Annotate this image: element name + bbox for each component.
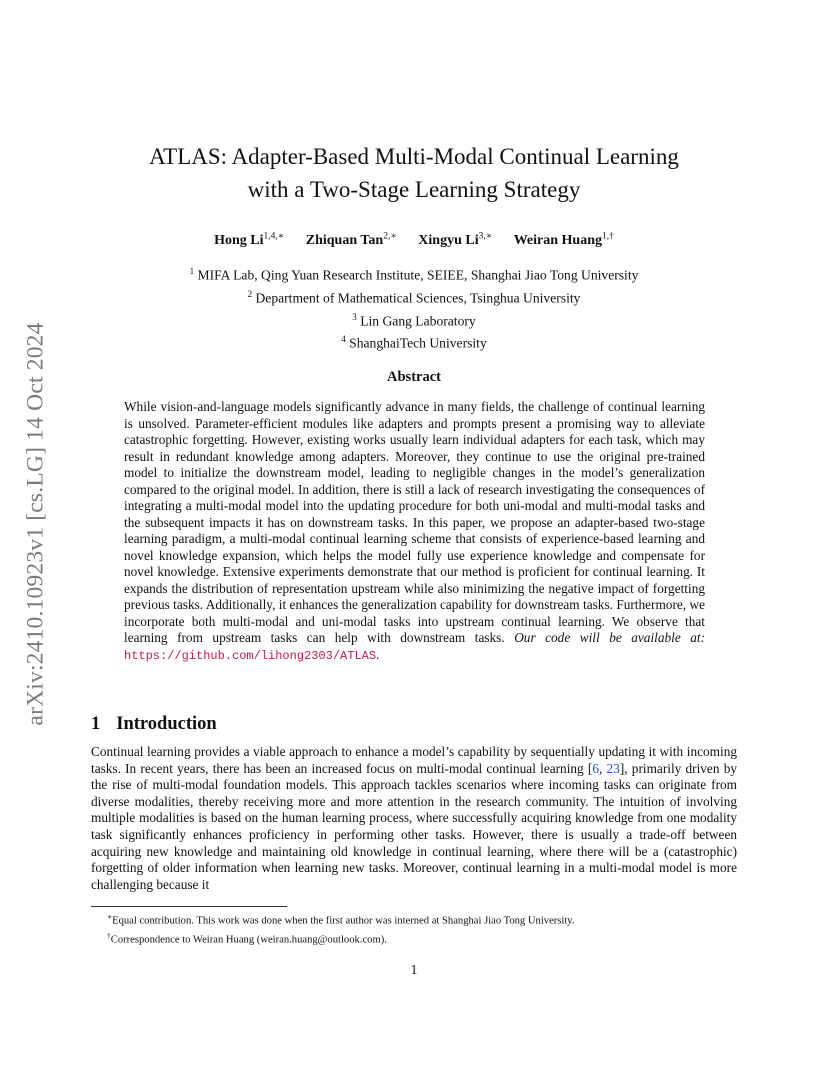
affiliation-list bbox=[0, 262, 828, 353]
affiliation-mark: 3 bbox=[352, 311, 357, 322]
author-name: Zhiquan Tan bbox=[305, 232, 384, 248]
author-list bbox=[0, 230, 828, 249]
citation-separator: , bbox=[599, 760, 607, 776]
abstract-body bbox=[124, 399, 705, 664]
affiliation bbox=[0, 308, 828, 331]
abstract-end-period: . bbox=[376, 646, 380, 662]
author-name: Weiran Huang bbox=[513, 232, 602, 248]
title-line-1: ATLAS: Adapter-Based Multi-Modal Continual Learning bbox=[149, 144, 679, 169]
affiliation-text: Department of Mathematical Sciences, Tsinghua University bbox=[255, 290, 581, 306]
footnote-mark: ∗ bbox=[107, 912, 113, 921]
paper-title bbox=[0, 140, 828, 206]
abstract-heading: Abstract bbox=[387, 369, 441, 385]
citation-link[interactable]: 23 bbox=[606, 760, 620, 776]
footnote-divider bbox=[91, 906, 287, 907]
footnote-mark: † bbox=[107, 931, 111, 941]
author bbox=[306, 233, 397, 248]
affiliation-mark: 4 bbox=[341, 334, 346, 345]
author-name: Hong Li bbox=[214, 232, 264, 248]
arxiv-side-stamp: arXiv:2410.10923v1 [cs.LG] 14 Oct 2024 bbox=[22, 322, 49, 726]
footnotes bbox=[107, 910, 747, 948]
affiliation bbox=[0, 262, 828, 285]
section-heading bbox=[91, 714, 217, 735]
affiliation bbox=[0, 330, 828, 353]
author-marks: 1,4,∗ bbox=[263, 231, 285, 241]
affiliation-mark: 2 bbox=[247, 288, 253, 299]
github-link[interactable]: https://github.com/lihong2303/ATLAS bbox=[124, 648, 377, 663]
introduction-paragraph bbox=[91, 744, 737, 893]
author-marks: 2,∗ bbox=[383, 231, 397, 241]
affiliation-text: ShanghaiTech University bbox=[349, 336, 487, 352]
author bbox=[418, 233, 492, 248]
footnote-text: Correspondence to Weiran Huang (weiran.huang@outlook.com). bbox=[110, 934, 387, 946]
code-availability-text: Our code will be available at: bbox=[514, 630, 706, 645]
affiliation bbox=[0, 285, 828, 308]
author bbox=[214, 233, 284, 248]
footnote bbox=[107, 929, 747, 948]
citation-link[interactable]: 6 bbox=[592, 760, 599, 776]
intro-text-part-2: ], primarily driven by the rise of multi-modal foundation models. This approach tackles scenarios where incoming tasks can originate from diverse modalities, thereby receiving more and more attention in the research community. The intuition of involving multiple modalities is based on the human learning process, where successfully acquiring knowledge from one modality task significantly enhances proficiency in performing other tasks. However, there is usually a trade-off between acquiring new knowledge and maintaining old knowledge in continual learning, where there will be a (catastrophic) forgetting of older information when learning new tasks. Moreover, continual learning in a multi-modal model is more challenging because it bbox=[91, 760, 737, 892]
page-number: 1 bbox=[410, 963, 418, 978]
intro-text-part-1: Continual learning provides a viable approach to enhance a model’s capability by sequentially updating it with incoming tasks. In recent years, there has been an increased focus on multi-modal continual learning [ bbox=[91, 744, 737, 776]
author-name: Xingyu Li bbox=[418, 232, 479, 248]
affiliation-text: MIFA Lab, Qing Yuan Research Institute, SEIEE, Shanghai Jiao Tong University bbox=[197, 267, 639, 283]
section-title: Introduction bbox=[116, 714, 217, 734]
section-number: 1 bbox=[91, 714, 101, 734]
author-marks: 3,∗ bbox=[478, 231, 493, 241]
footnote-text: Equal contribution. This work was done when the first author was interned at Shanghai Jiao Tong University. bbox=[112, 915, 575, 927]
affiliation-mark: 1 bbox=[189, 266, 195, 276]
author bbox=[514, 233, 614, 248]
title-line-2: with a Two-Stage Learning Strategy bbox=[247, 177, 581, 202]
abstract-text: While vision-and-language models significantly advance in many fields, the challenge of continual learning is unsolved. Parameter-efficient modules like adapters and prompts present a promising way to alleviate catastrophic forgetting. However, existing works usually learn individual adapters for each task, which may result in redundant knowledge among adapters. Moreover, they continue to use the original pre-trained model to initialize the downstream model, leading to negligible changes in the model’s generalization compared to the original model. In addition, there is still a lack of research investigating the consequences of integrating a multi-modal model into the updating procedure for both uni-modal and multi-modal tasks and the subsequent impacts it has on downstream tasks. In this paper, we propose an adapter-based two-stage learning paradigm, a multi-modal continual learning scheme that consists of experience-based learning and novel knowledge expansion, which helps the model fully use experience knowledge and compensate for novel knowledge. Extensive experiments demonstrate that our method is proficient for continual learning. It expands the distribution of representation upstream while also minimizing the negative impact of forgetting previous tasks. Additionally, it enhances the generalization capability for downstream tasks. Furthermore, we incorporate both multi-modal and uni-modal tasks into upstream continual learning. We observe that learning from upstream tasks can help with downstream tasks. bbox=[124, 399, 705, 645]
affiliation-text: Lin Gang Laboratory bbox=[360, 313, 476, 329]
footnote bbox=[107, 910, 747, 929]
author-marks: 1,† bbox=[602, 231, 614, 241]
